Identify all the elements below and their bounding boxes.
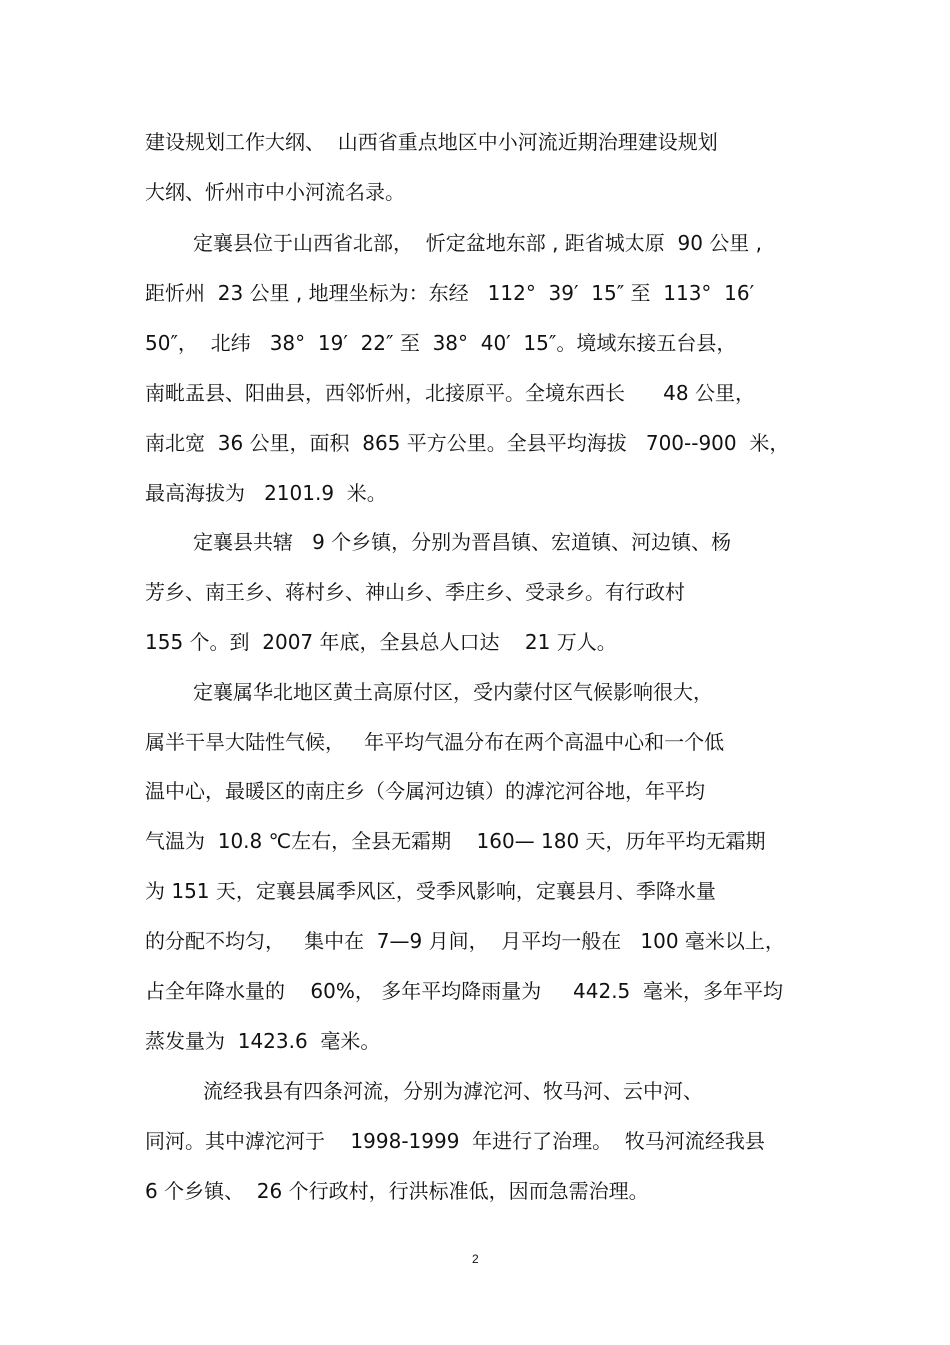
page-number: 2 <box>472 1252 479 1266</box>
text-line: 50″， 北纬 38° 19′ 22″ 至 38° 40′ 15″。境域东接五台县， <box>145 331 737 355</box>
text-line: 气温为 10.8 ℃左右，全县无霜期 160— 180 天，历年平均无霜期 <box>145 829 766 853</box>
text-line: 155 个。到 2007 年底，全县总人口达 21 万人。 <box>145 630 617 654</box>
text-line: 距忻州 23 公里 , 地理坐标为：东经 112° 39′ 15″ 至 113° 16′ <box>145 281 755 305</box>
text-line: 定襄属华北地区黄土高原付区，受内蒙付区气候影响很大， <box>193 680 713 704</box>
text-line: 流经我县有四条河流，分别为滹沱河、牧马河、云中河、 <box>203 1079 703 1103</box>
text-line: 定襄县位于山西省北部， 忻定盆地东部 , 距省城太原 90 公里 , <box>193 231 763 255</box>
text-line: 占全年降水量的 60%， 多年平均降雨量为 442.5 毫米，多年平均 <box>145 979 783 1003</box>
text-line: 属半干旱大陆性气候， 年平均气温分布在两个高温中心和一个低 <box>145 730 725 754</box>
text-line: 建设规划工作大纲、 山西省重点地区中小河流近期治理建设规划 <box>145 130 718 154</box>
text-line: 南北宽 36 公里，面积 865 平方公里。全县平均海拔 700--900 米， <box>145 431 790 455</box>
text-line: 温中心，最暖区的南庄乡（今属河边镇）的滹沱河谷地，年平均 <box>145 779 705 803</box>
text-line: 芳乡、南王乡、蒋村乡、神山乡、季庄乡、受录乡。有行政村 <box>145 580 685 604</box>
text-line: 最高海拔为 2101.9 米。 <box>145 481 387 505</box>
text-line: 同河。其中滹沱河于 1998-1999 年进行了治理。 牧马河流经我县 <box>145 1129 765 1153</box>
text-line: 为 151 天，定襄县属季风区，受季风影响，定襄县月、季降水量 <box>145 879 716 903</box>
text-line: 南毗盂县、阳曲县，西邻忻州，北接原平。全境东西长 48 公里， <box>145 381 755 405</box>
text-line: 大纲、忻州市中小河流名录。 <box>145 180 405 204</box>
text-line: 蒸发量为 1423.6 毫米。 <box>145 1029 381 1053</box>
text-line: 定襄县共辖 9 个乡镇，分别为晋昌镇、宏道镇、河边镇、杨 <box>193 530 732 554</box>
text-line: 6 个乡镇、 26 个行政村，行洪标准低，因而急需治理。 <box>145 1179 649 1203</box>
text-line: 的分配不均匀， 集中在 7—9 月间， 月平均一般在 100 毫米以上， <box>145 929 785 953</box>
